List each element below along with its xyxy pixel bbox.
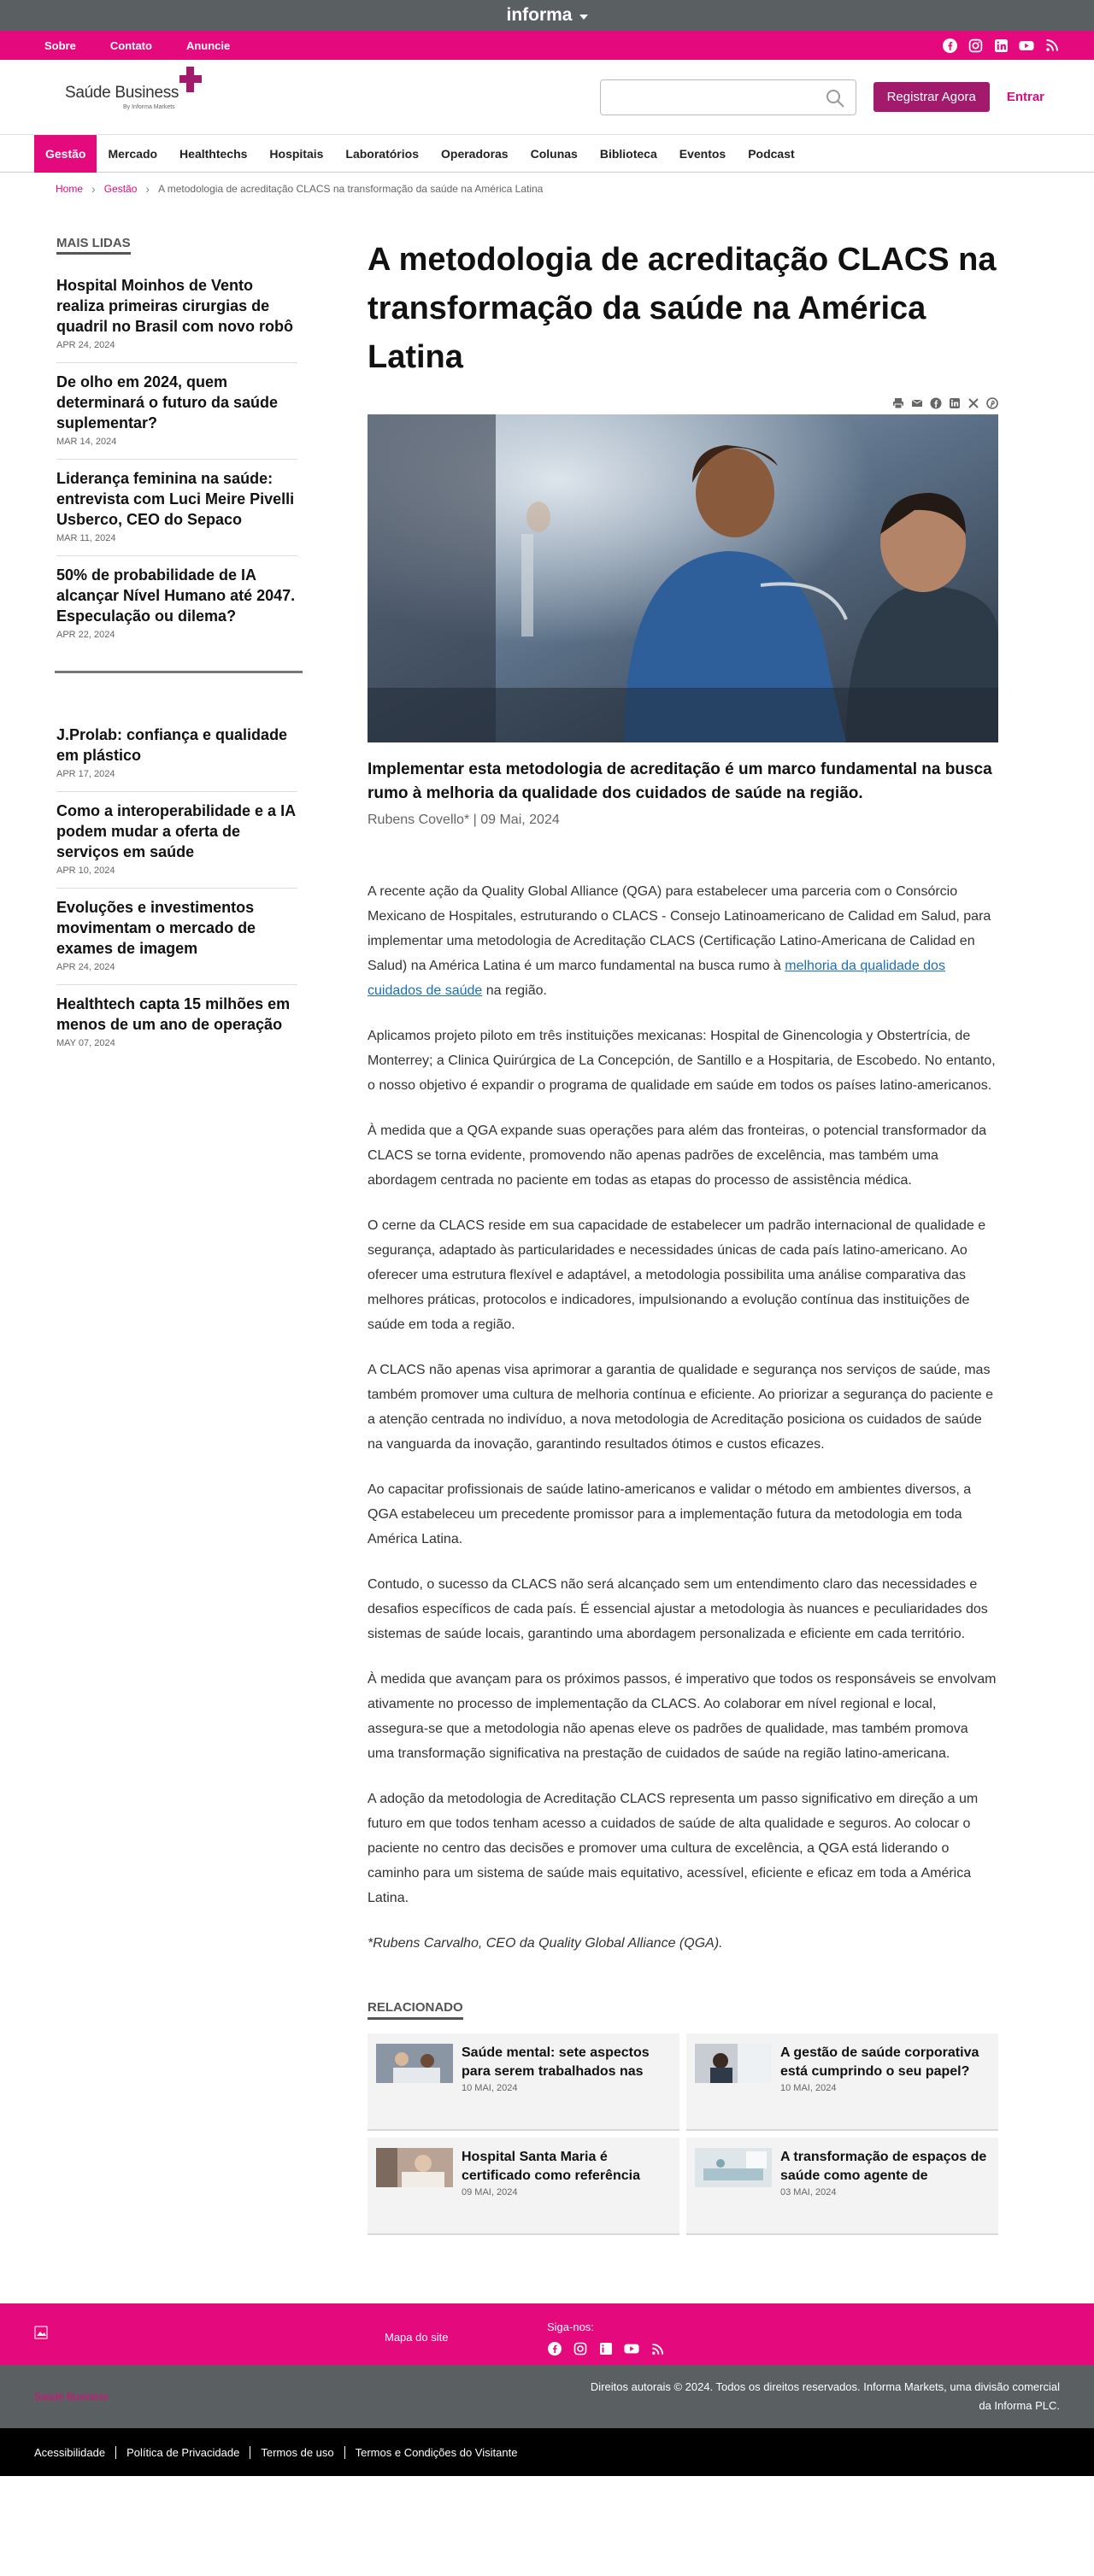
list-item[interactable]	[56, 792, 297, 889]
utility-links	[44, 39, 230, 52]
list-item[interactable]	[56, 267, 297, 363]
youtube-icon[interactable]	[1019, 38, 1034, 53]
list-item-date: APR 22, 2024	[56, 630, 115, 640]
logo-cross-icon	[179, 67, 202, 97]
related-card[interactable]	[368, 2138, 679, 2235]
social-links	[942, 38, 1060, 53]
login-link[interactable]: Entrar	[1006, 90, 1044, 104]
article-paragraph: Contudo, o sucesso da CLACS não será alcançado sem um entendimento claro das necessidades e desafios específicos de cada país. É essencial ajustar a metodologia às nuances e peculiaridades dos sistemas de saúde locais, garantindo uma abordagem personalizada e eficiente em cada território.	[368, 1577, 988, 1641]
article-paragraph: À medida que avançam para os próximos passos, é imperativo que todos os responsáveis se envolvam ativamente no processo de implementação da CLACS. Ao colaborar em nível regional e local, assegura-se que a metodologia não apenas eleve os padrões de qualidade, mas também promova uma transformação significativa na prestação de cuidados de saúde na região latino-americana.	[368, 1672, 997, 1761]
youtube-icon[interactable]	[624, 2341, 639, 2356]
list-item-title[interactable]: J.Prolab: confiança e qualidade em plástico	[56, 726, 288, 764]
link-anuncie[interactable]: Anuncie	[185, 38, 231, 52]
secondary-list	[56, 716, 301, 1060]
related-grid	[368, 2033, 998, 2235]
breadcrumb-section[interactable]: Gestão	[103, 183, 138, 195]
register-button[interactable]: Registrar Agora	[873, 82, 990, 112]
inline-link[interactable]: melhoria da qualidade dos cuidados de saúde	[368, 959, 945, 998]
paragraph-text: na região.	[482, 983, 547, 998]
related-card-title[interactable]: Hospital Santa Maria é certificado como referência	[462, 2150, 640, 2183]
sidebar-most-read	[56, 205, 301, 2235]
list-item-date: APR 24, 2024	[56, 340, 115, 350]
sidebar-heading: MAIS LIDAS	[56, 236, 131, 255]
legal-link-accessibility[interactable]: Acessibilidade	[34, 2446, 116, 2459]
list-item[interactable]	[56, 363, 297, 460]
print-icon[interactable]	[892, 397, 904, 409]
informa-brand[interactable]: informa	[506, 5, 573, 25]
article	[368, 205, 998, 2235]
nav-item-hospitais[interactable]: Hospitais	[269, 146, 324, 161]
email-icon[interactable]	[911, 397, 923, 409]
linkedin-icon[interactable]	[949, 397, 961, 409]
footer-legal-bar	[0, 2428, 1094, 2476]
article-paragraph: O cerne da CLACS reside em sua capacidade de estabelecer um padrão internacional de qualidade e segurança, adaptado às particularidades e necessidades únicas de cada país latino-americano. Ao oferecer uma estrutura flexível e adaptável, a metodologia possibilita uma análise comparativa das melhores práticas, protocolos e indicadores, impulsionando a evolução contínua das instituições de saúde em toda a região.	[368, 1218, 986, 1332]
breadcrumb	[0, 173, 1094, 205]
breadcrumb-home[interactable]: Home	[56, 183, 84, 195]
list-item[interactable]	[56, 460, 297, 556]
link-sobre[interactable]: Sobre	[44, 38, 76, 52]
facebook-icon[interactable]	[942, 38, 957, 53]
list-item[interactable]	[56, 889, 297, 985]
search-icon[interactable]	[825, 88, 845, 109]
related-card-date: 03 MAI, 2024	[780, 2187, 837, 2198]
related-card[interactable]	[686, 2138, 998, 2235]
related-card-date: 10 MAI, 2024	[780, 2083, 837, 2093]
legal-link-visitor-terms[interactable]: Termos e Condições do Visitante	[355, 2445, 518, 2459]
article-paragraph: À medida que a QGA expande suas operações para além das fronteiras, o potencial transformador da CLACS se torna evidente, promovendo não apenas padrões de excelência, mas também uma abordagem centrada no paciente em todas as etapas do processo de assistência médica.	[368, 1124, 986, 1188]
chevron-right-icon: ›	[91, 182, 96, 196]
article-paragraph: A CLACS não apenas visa aprimorar a garantia de qualidade e segurança nos serviços de saúde, mas também promover uma cultura de melhoria contínua e eficiente. Ao priorizar a segurança do paciente e a atenção centrada no indivíduo, a nova metodologia de Acreditação posiciona os cuidados de saúde na vanguarda da inovação, garantindo resultados ótimos e custos eficazes.	[368, 1363, 993, 1452]
most-read-list	[56, 267, 301, 652]
footer-follow-label: Siga-nos:	[547, 2321, 594, 2333]
chevron-right-icon: ›	[145, 182, 150, 196]
legal-link-privacy[interactable]: Política de Privacidade	[116, 2446, 250, 2459]
logo-name: Saúde Business	[65, 84, 179, 102]
related-card-title[interactable]: A transformação de espaços de saúde como agente de	[780, 2150, 987, 2183]
article-lead: Implementar esta metodologia de acreditação é um marco fundamental na busca rumo à melhoria da qualidade dos cuidados de saúde na região.	[368, 760, 992, 802]
list-item-title[interactable]: Evoluções e investimentos movimentam o mercado de exames de imagem	[56, 899, 256, 957]
instagram-icon[interactable]	[573, 2341, 588, 2356]
list-item-date: MAY 07, 2024	[56, 1038, 115, 1048]
linkedin-icon[interactable]	[993, 38, 1009, 53]
footer-logo-placeholder-icon[interactable]	[34, 2326, 48, 2344]
list-item-date: APR 24, 2024	[56, 962, 115, 972]
list-item-title[interactable]: Liderança feminina na saúde: entrevista com Luci Meire Pivelli Usberco, CEO do Sepaco	[56, 470, 295, 528]
paragraph-text: A recente ação da Quality Global Alliance (QGA) para estabelecer uma parceria com o Consórcio Mexicano de Hospitales, estruturando o CLACS - Consejo Latinoamericano de Calidad em Salud, para implementar uma metodologia de Acreditação CLACS (Certificação Latino-Americana de Calidad en Salud) na América Latina é um marco fundamental na busca rumo à	[368, 884, 991, 973]
article-title: A metodologia de acreditação CLACS na transformação da saúde na América Latina	[368, 242, 997, 375]
article-paragraph: A adoção da metodologia de Acreditação CLACS representa um passo significativo em direção a um futuro em que todos tenham acesso a cuidados de saúde de alta qualidade e seguros. Ao colocar o paciente no centro das decisões e promover uma cultura de excelência, a QGA está liderando o caminho para um sistema de saúde mais equitativo, acessível, eficiente e eficaz em toda a América Latina.	[368, 1792, 979, 1905]
chevron-down-icon[interactable]	[579, 15, 588, 20]
nav-item-gestao[interactable]: Gestão	[34, 135, 97, 173]
list-item-date: MAR 11, 2024	[56, 533, 116, 543]
footer-pink-bar	[0, 2303, 1094, 2365]
site-footer	[0, 2303, 1094, 2476]
footer-gray-bar	[0, 2365, 1094, 2428]
list-item[interactable]	[56, 985, 297, 1060]
nav-item-operadoras[interactable]: Operadoras	[441, 146, 509, 161]
rss-icon[interactable]	[650, 2341, 665, 2356]
list-item-title[interactable]: De olho em 2024, quem determinará o futuro da saúde suplementar?	[56, 373, 279, 431]
related-card-date: 09 MAI, 2024	[462, 2187, 518, 2198]
instagram-icon[interactable]	[968, 38, 983, 53]
list-item-title[interactable]: 50% de probabilidade de IA alcançar Nível Humano até 2047. Especulação ou dilema?	[56, 566, 296, 625]
related-card-title[interactable]: A gestão de saúde corporativa está cumprindo o seu papel?	[780, 2045, 979, 2079]
related-thumbnail[interactable]	[376, 2148, 453, 2187]
sidebar-divider	[55, 671, 303, 673]
main-nav	[0, 135, 1094, 173]
list-item-title[interactable]: Como a interoperabilidade e a IA podem mudar a oferta de serviços em saúde	[56, 802, 296, 860]
list-item-title[interactable]: Healthtech capta 15 milhões em menos de um ano de operação	[56, 995, 291, 1033]
related-heading: RELACIONADO	[368, 2000, 463, 2020]
doctor-patient-illustration	[368, 414, 998, 742]
footer-sitemap-link[interactable]: Mapa do site	[385, 2331, 449, 2344]
pinterest-icon[interactable]	[986, 397, 998, 409]
logo-subtitle: By Informa Markets	[123, 104, 175, 110]
related-thumbnail[interactable]	[695, 2044, 772, 2083]
site-logo[interactable]	[65, 84, 210, 110]
x-twitter-icon[interactable]	[968, 397, 979, 409]
article-hero-image	[368, 414, 998, 742]
nav-item-podcast[interactable]: Podcast	[748, 146, 795, 161]
list-item-date: MAR 14, 2024	[56, 437, 117, 447]
related-thumbnail[interactable]	[376, 2044, 453, 2083]
search-input[interactable]	[600, 79, 856, 115]
site-header	[0, 60, 1094, 135]
article-paragraph	[368, 879, 998, 1003]
nav-item-healthtechs[interactable]: Healthtechs	[179, 146, 248, 161]
related-card[interactable]	[686, 2033, 998, 2131]
nav-item-laboratorios[interactable]: Laboratórios	[345, 146, 419, 161]
facebook-icon[interactable]	[930, 397, 942, 409]
footer-social-links	[547, 2341, 665, 2356]
linkedin-icon[interactable]	[598, 2341, 614, 2356]
list-item[interactable]	[56, 556, 297, 652]
header-actions	[600, 79, 1044, 115]
nav-item-colunas[interactable]: Colunas	[530, 146, 578, 161]
breadcrumb-current: A metodologia de acreditação CLACS na transformação da saúde na América Latina	[158, 183, 544, 195]
article-paragraph: Ao capacitar profissionais de saúde latino-americanos e validar o método em ambientes diversos, a QGA estabeleceu um precedente promissor para a implementação futura da metodologia em toda América Latina.	[368, 1482, 972, 1546]
share-bar	[368, 397, 998, 409]
informa-topbar[interactable]	[0, 0, 1094, 31]
utility-bar	[0, 31, 1094, 60]
related-card-date: 10 MAI, 2024	[462, 2083, 518, 2093]
related-card[interactable]	[368, 2033, 679, 2131]
rss-icon[interactable]	[1044, 38, 1060, 53]
nav-item-biblioteca[interactable]: Biblioteca	[599, 146, 657, 161]
nav-item-eventos[interactable]: Eventos	[679, 146, 726, 161]
list-item-date: APR 10, 2024	[56, 866, 115, 876]
list-item-date: APR 17, 2024	[56, 769, 115, 779]
list-item-title[interactable]: Hospital Moinhos de Vento realiza primeiras cirurgias de quadril no Brasil com novo robô	[56, 277, 294, 335]
link-contato[interactable]: Contato	[109, 38, 152, 52]
footer-brand-logo[interactable]: Saúde Business	[34, 2391, 109, 2403]
main-content	[0, 205, 1094, 2235]
facebook-icon[interactable]	[547, 2341, 562, 2356]
list-item[interactable]	[56, 716, 297, 792]
legal-link-terms[interactable]: Termos de uso	[250, 2446, 344, 2459]
related-card-title[interactable]: Saúde mental: sete aspectos para serem trabalhados nas	[462, 2045, 650, 2079]
article-body	[368, 879, 998, 1956]
footer-copyright: Direitos autorais © 2024. Todos os direitos reservados. Informa Markets, uma divisão comercial da Informa PLC.	[590, 2380, 1060, 2412]
related-section	[368, 1976, 998, 2235]
author-signature: *Rubens Carvalho, CEO da Quality Global Alliance (QGA).	[368, 1936, 723, 1951]
related-thumbnail[interactable]	[695, 2148, 772, 2187]
article-paragraph: Aplicamos projeto piloto em três instituições mexicanas: Hospital de Ginencologia y Obstertrícia, de Monterrey; a Clinica Quirúrgica de La Concepción, de Santillo e a Hospitaria, de Escobedo. No entanto, o nosso objetivo é expandir o programa de qualidade em saúde em todos os países latino-americanos.	[368, 1029, 996, 1093]
nav-item-mercado[interactable]: Mercado	[108, 146, 158, 161]
article-byline: Rubens Covello* | 09 Mai, 2024	[368, 813, 560, 827]
